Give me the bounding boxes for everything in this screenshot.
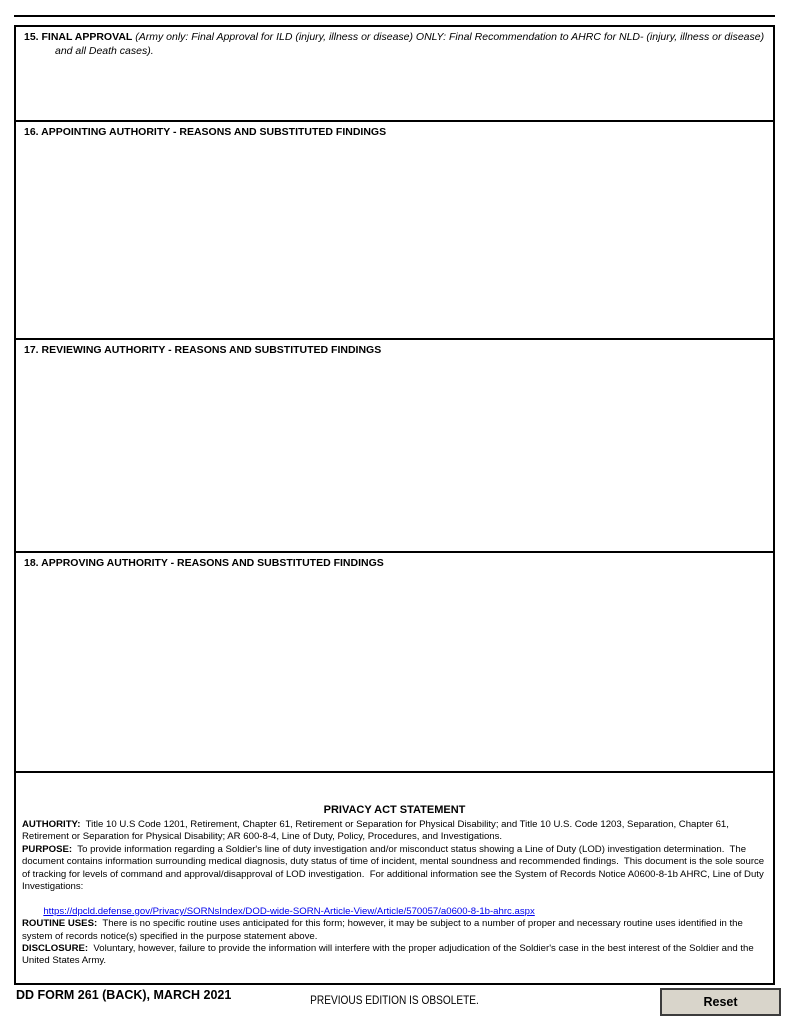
section-15-description: (Army only: Final Approval for ILD (injury, illness or disease) ONLY: Final Recommendation to AHRC for NLD- (injury, illness or disease) and all Death cases). xyxy=(55,31,765,57)
reset-button[interactable]: Reset xyxy=(660,988,781,1016)
authority-label: AUTHORITY: xyxy=(22,819,81,830)
privacy-act-statement-body xyxy=(22,819,767,968)
routine-uses-label: ROUTINE USES: xyxy=(22,918,98,930)
form-body xyxy=(14,25,775,985)
privacy-routine-uses-paragraph xyxy=(22,918,767,943)
disclosure-text: Voluntary, however, failure to provide the information will interfere with the proper adjudication of the Soldier's case in the best interest of the Soldier and the United States Army. xyxy=(22,943,757,967)
section-17-entry-area[interactable] xyxy=(24,357,765,551)
section-18-entry-area[interactable] xyxy=(24,570,765,771)
authority-text: Title 10 U.S Code 1201, Retirement, Chapter 61, Retirement or Separation for Physical Disability; and Title 10 U.S. Code 1203, Separation, Chapter 61, Retirement or Separation for Physical Disability; AR 600-8-4, Line of Duty, Policy, Procedures, and Investigations. xyxy=(22,819,732,843)
section-15-label: 15. FINAL APPROVAL xyxy=(24,31,133,43)
section-16-appointing-authority xyxy=(16,120,773,338)
purpose-text: To provide information regarding a Soldier's line of duty investigation and/or misconduct status showing a Line of Duty (LOD) investigation determination. The document contains information surrounding medical diagnosis, duty status of time of incident, mental soundness and recommended findings. This document is the sole source of tracking for levels of command and approval/disapproval of LOD investigation. For additional information see the System of Records Notice A0600-8-1b AHRC, Line of Duty Investigations: xyxy=(22,843,767,893)
section-17-reviewing-authority xyxy=(16,338,773,551)
routine-uses-text: There is no specific routine uses anticipated for this form; however, it may be subject to a number of proper and necessary routine uses identified in the system of records notice(s) specified in the purpose statement above. xyxy=(22,918,746,942)
privacy-disclosure-paragraph xyxy=(22,943,767,968)
section-16-entry-area[interactable] xyxy=(24,139,765,338)
section-15-header xyxy=(24,30,765,58)
sorn-link[interactable]: https://dpcld.defense.gov/Privacy/SORNsIndex/DOD-wide-SORN-Article-View/Article/570057/a0600-8-1b-ahrc.aspx xyxy=(43,905,535,917)
section-15-final-approval xyxy=(16,27,773,120)
edition-note: PREVIOUS EDITION IS OBSOLETE. xyxy=(310,995,479,1007)
purpose-label: PURPOSE: xyxy=(22,843,73,855)
top-rule xyxy=(14,15,775,17)
privacy-authority-paragraph xyxy=(22,819,767,844)
section-18-approving-authority xyxy=(16,551,773,771)
section-17-label: 17. REVIEWING AUTHORITY - REASONS AND SUBSTITUTED FINDINGS xyxy=(24,344,382,356)
privacy-act-statement-heading: PRIVACY ACT STATEMENT xyxy=(323,804,466,816)
privacy-purpose-paragraph xyxy=(22,844,767,918)
disclosure-label: DISCLOSURE: xyxy=(22,943,89,955)
section-15-entry-area[interactable] xyxy=(24,58,765,120)
privacy-act-statement-section xyxy=(16,771,773,983)
section-18-label: 18. APPROVING AUTHORITY - REASONS AND SUBSTITUTED FINDINGS xyxy=(24,557,384,569)
form-id: DD FORM 261 (BACK), MARCH 2021 xyxy=(16,988,232,1002)
section-16-label: 16. APPOINTING AUTHORITY - REASONS AND SUBSTITUTED FINDINGS xyxy=(24,126,387,138)
